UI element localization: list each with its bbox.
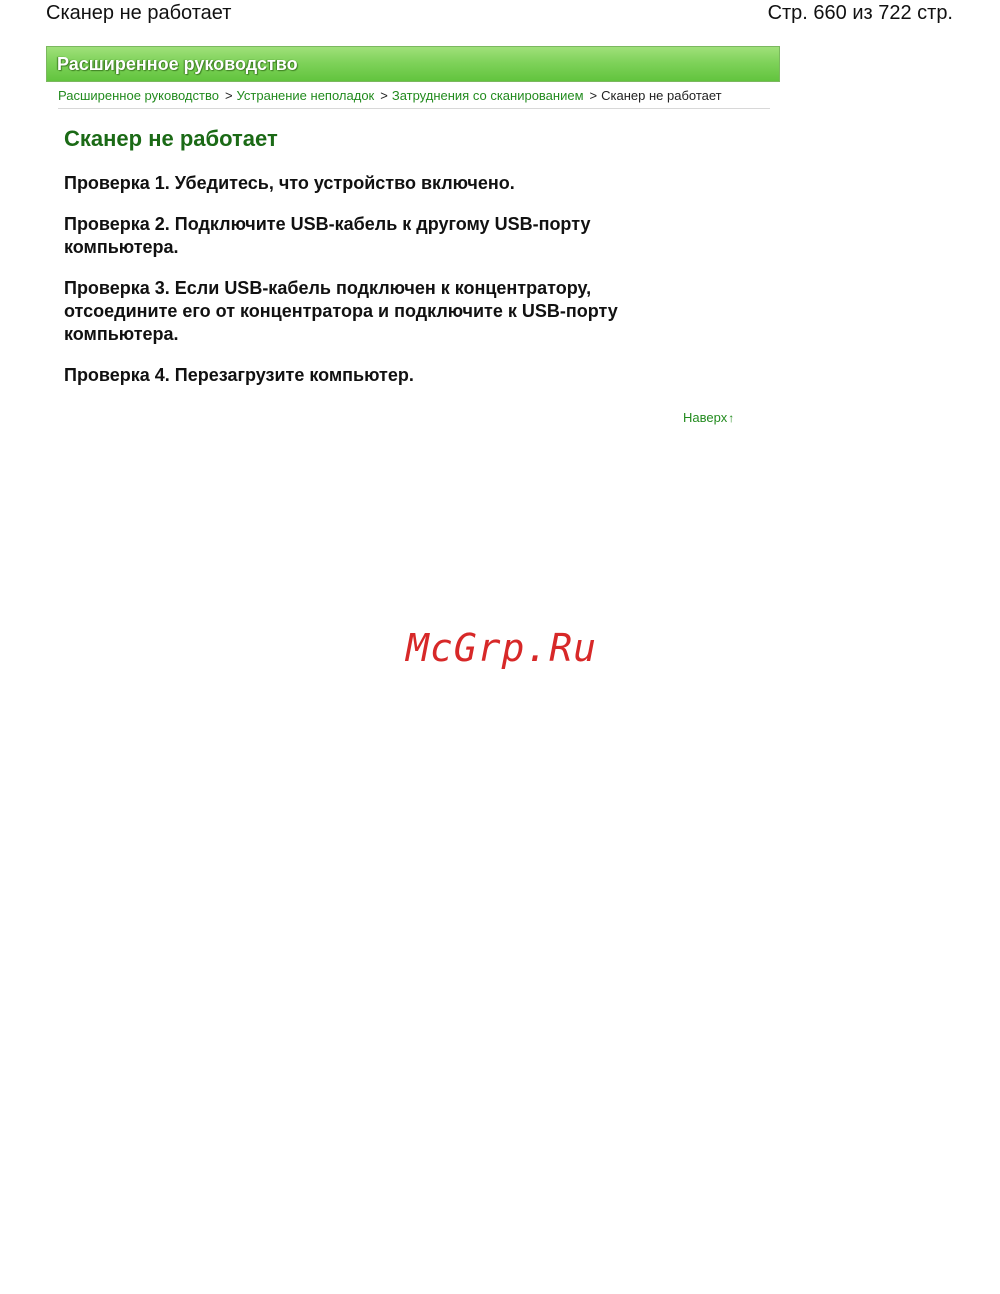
check-item-3: Проверка 3. Если USB-кабель подключен к концентратору, отсоедините его от концентратора и подключите к USB-порту компьютера.	[64, 278, 618, 344]
breadcrumb-separator: >	[224, 88, 233, 103]
watermark: McGrp.Ru	[406, 626, 598, 670]
page-counter: Стр. 660 из 722 стр.	[767, 2, 953, 24]
check-item-4: Проверка 4. Перезагрузите компьютер.	[64, 365, 414, 385]
page-title: Сканер не работает	[64, 126, 278, 151]
banner-title: Расширенное руководство	[57, 54, 298, 74]
breadcrumb-link-scanning-problems[interactable]: Затруднения со сканированием	[391, 88, 584, 103]
back-to-top-link[interactable]	[683, 410, 734, 425]
back-to-top-label: Наверх	[683, 410, 728, 425]
breadcrumb	[58, 88, 770, 109]
section-banner	[46, 46, 780, 82]
main-content	[64, 126, 704, 405]
breadcrumb-separator: >	[589, 88, 598, 103]
breadcrumb-link-troubleshooting[interactable]: Устранение неполадок	[236, 88, 375, 103]
breadcrumb-current: Сканер не работает	[601, 88, 722, 103]
breadcrumb-separator: >	[380, 88, 388, 103]
breadcrumb-link-guide[interactable]: Расширенное руководство	[58, 88, 219, 103]
check-item-1: Проверка 1. Убедитесь, что устройство включено.	[64, 173, 515, 193]
check-item-2: Проверка 2. Подключите USB-кабель к другому USB-порту компьютера.	[64, 214, 591, 257]
arrow-up-icon: ↑	[728, 411, 735, 425]
page-header-title: Сканер не работает	[46, 2, 232, 24]
